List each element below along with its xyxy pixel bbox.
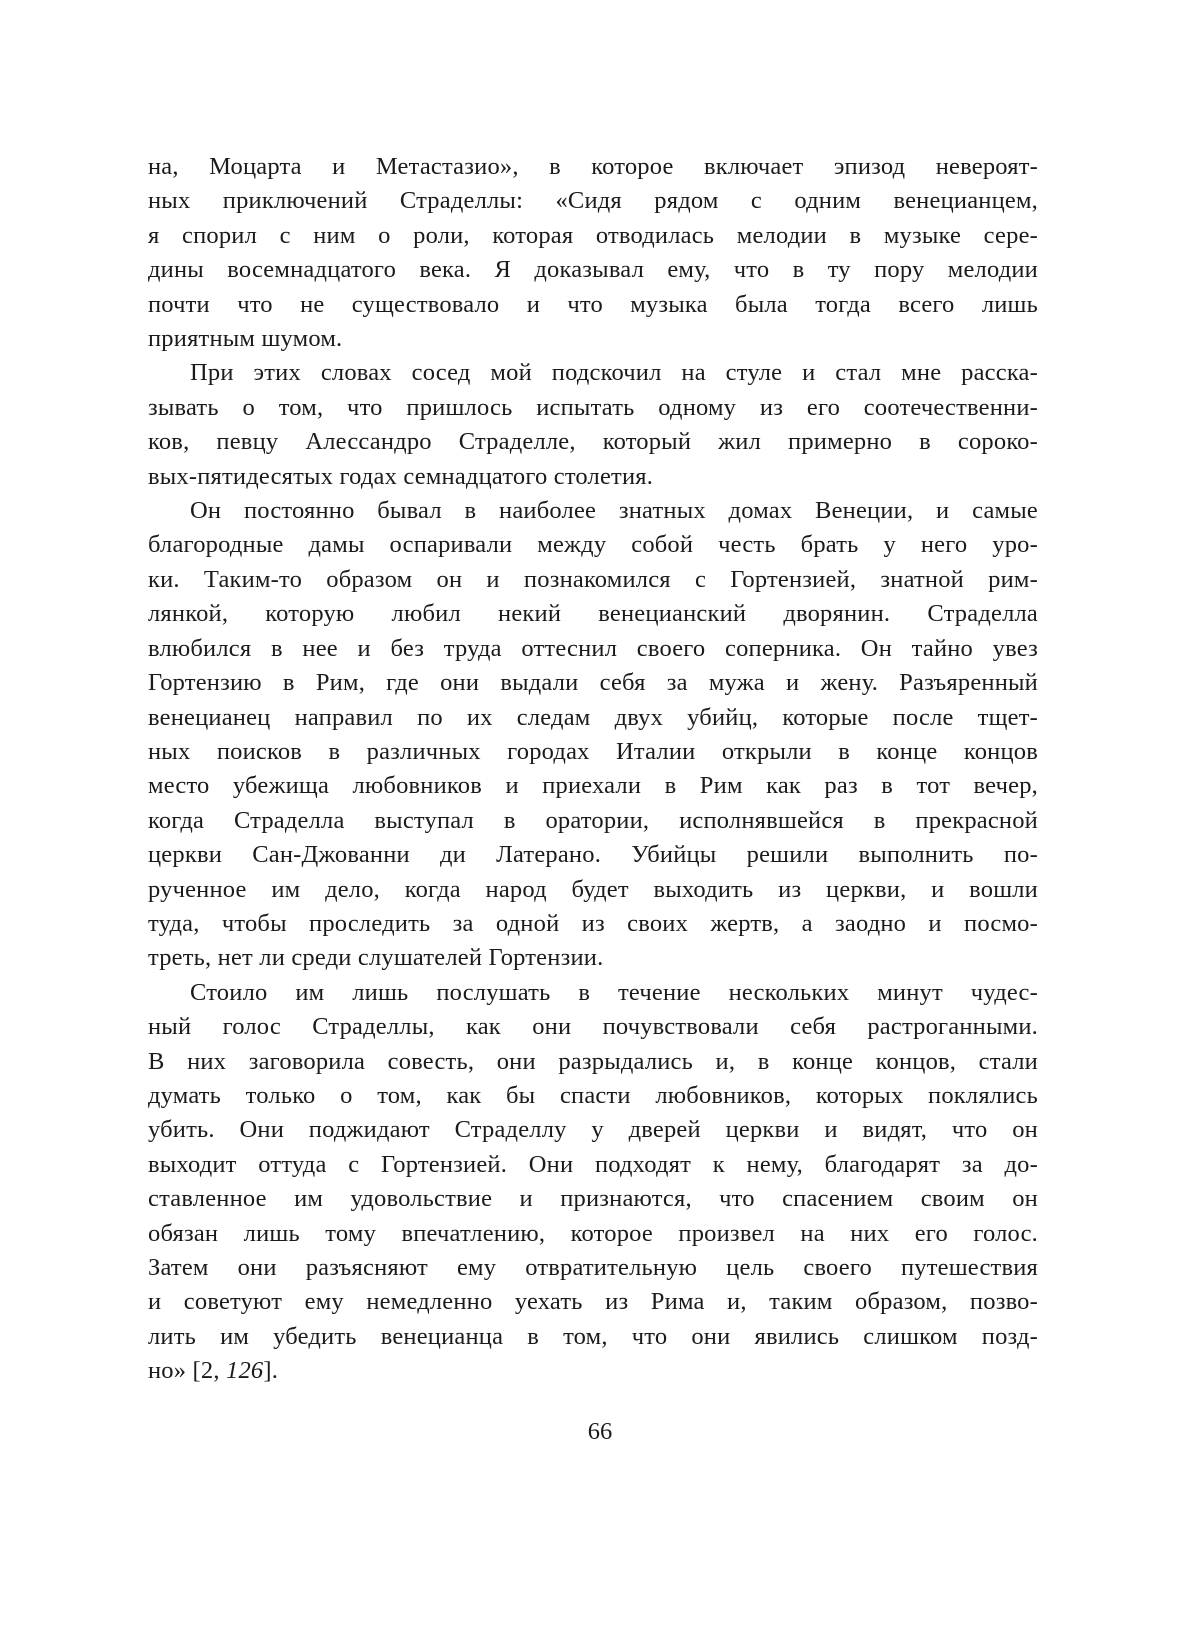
text-line: ный голос Страделлы, как они почувствовали себя растроганными. xyxy=(148,1013,1038,1041)
text-line: венецианец направил по их следам двух убийц, которые после тщет- xyxy=(148,703,1038,731)
text-line: убить. Они поджидают Страделлу у дверей церкви и видят, что он xyxy=(148,1116,1038,1144)
text-line: ных приключений Страделлы: «Сидя рядом с одним венецианцем, xyxy=(148,187,1038,215)
paragraph-2 xyxy=(148,356,1038,494)
text-line: выходит оттуда с Гортензией. Они подходят к нему, благодарят за до- xyxy=(148,1150,1038,1178)
text-line: место убежища любовников и приехали в Рим как раз в тот вечер, xyxy=(148,772,1038,800)
text-line: на, Моцарта и Метастазио», в которое включает эпизод невероят- xyxy=(148,153,1038,180)
paragraph-1 xyxy=(148,150,1038,356)
text-line: туда, чтобы проследить за одной из своих жертв, а заодно и посмо- xyxy=(148,909,1038,937)
text-line: треть, нет ли среди слушателей Гортензии. xyxy=(148,944,604,972)
paragraph-3 xyxy=(148,494,1038,976)
citation-page-italic: 126 xyxy=(226,1357,264,1385)
text-line: ки. Таким-то образом он и познакомился с Гортензией, знатной рим- xyxy=(148,565,1038,593)
text-line: Затем они разъясняют ему отвратительную цель своего путешествия xyxy=(148,1254,1038,1281)
text-line: дины восемнадцатого века. Я доказывал ему, что в ту пору мелодии xyxy=(148,256,1038,284)
page-number: 66 xyxy=(587,1418,613,1445)
text-line: приятным шумом. xyxy=(148,325,343,353)
text-line: ставленное им удовольствие и признаются, что спасением своим он xyxy=(148,1185,1038,1213)
paragraph-4 xyxy=(148,976,1038,1389)
text-line: вых-пятидесятых годах семнадцатого столетия. xyxy=(148,462,654,490)
text-line: церкви Сан-Джованни ди Латерано. Убийцы решили выполнить по- xyxy=(148,841,1038,869)
text-line: благородные дамы оспаривали между собой честь брать у него уро- xyxy=(148,531,1038,559)
text-block xyxy=(148,150,1038,1389)
text-line: Он постоянно бывал в наиболее знатных домах Венеции, и самые xyxy=(190,497,1038,525)
text-line: ных поисков в различных городах Италии открыли в конце концов xyxy=(148,737,1038,765)
text-line: когда Страделла выступал в оратории, исполнявшейся в прекрасной xyxy=(148,806,1038,834)
text-line: рученное им дело, когда народ будет выходить из церкви, и вошли xyxy=(148,875,1038,903)
text-line: лить им убедить венецианца в том, что они явились слишком позд- xyxy=(148,1322,1038,1350)
text-line: и советуют ему немедленно уехать из Рима и, таким образом, позво- xyxy=(148,1288,1038,1316)
text-line: В них заговорила совесть, они разрыдались и, в конце концов, стали xyxy=(148,1047,1038,1075)
text-line: зывать о том, что пришлось испытать одному из его соотечественни- xyxy=(148,393,1038,421)
citation-suffix: ]. xyxy=(263,1357,279,1385)
text-line: ков, певцу Алессандро Страделле, который жил примерно в сороко- xyxy=(148,428,1038,456)
text-line: обязан лишь тому впечатлению, которое произвел на них его голос. xyxy=(148,1219,1038,1247)
text-line: Стоило им лишь послушать в течение нескольких минут чудес- xyxy=(190,978,1038,1006)
text-line: я спорил с ним о роли, которая отводилась мелодии в музыке сере- xyxy=(148,221,1038,249)
citation-line xyxy=(148,1354,1038,1388)
text-line: При этих словах сосед мой подскочил на стуле и стал мне расска- xyxy=(190,359,1038,387)
text-line: думать только о том, как бы спасти любовников, которых поклялись xyxy=(148,1081,1038,1109)
text-line: влюбился в нее и без труда оттеснил своего соперника. Он тайно увез xyxy=(148,634,1038,662)
text-line: лянкой, которую любил некий венецианский дворянин. Страделла xyxy=(148,600,1038,628)
citation-prefix: но» [2, xyxy=(148,1357,226,1385)
text-line: почти что не существовало и что музыка была тогда всего лишь xyxy=(148,290,1038,318)
text-line: Гортензию в Рим, где они выдали себя за мужа и жену. Разъяренный xyxy=(148,669,1038,697)
